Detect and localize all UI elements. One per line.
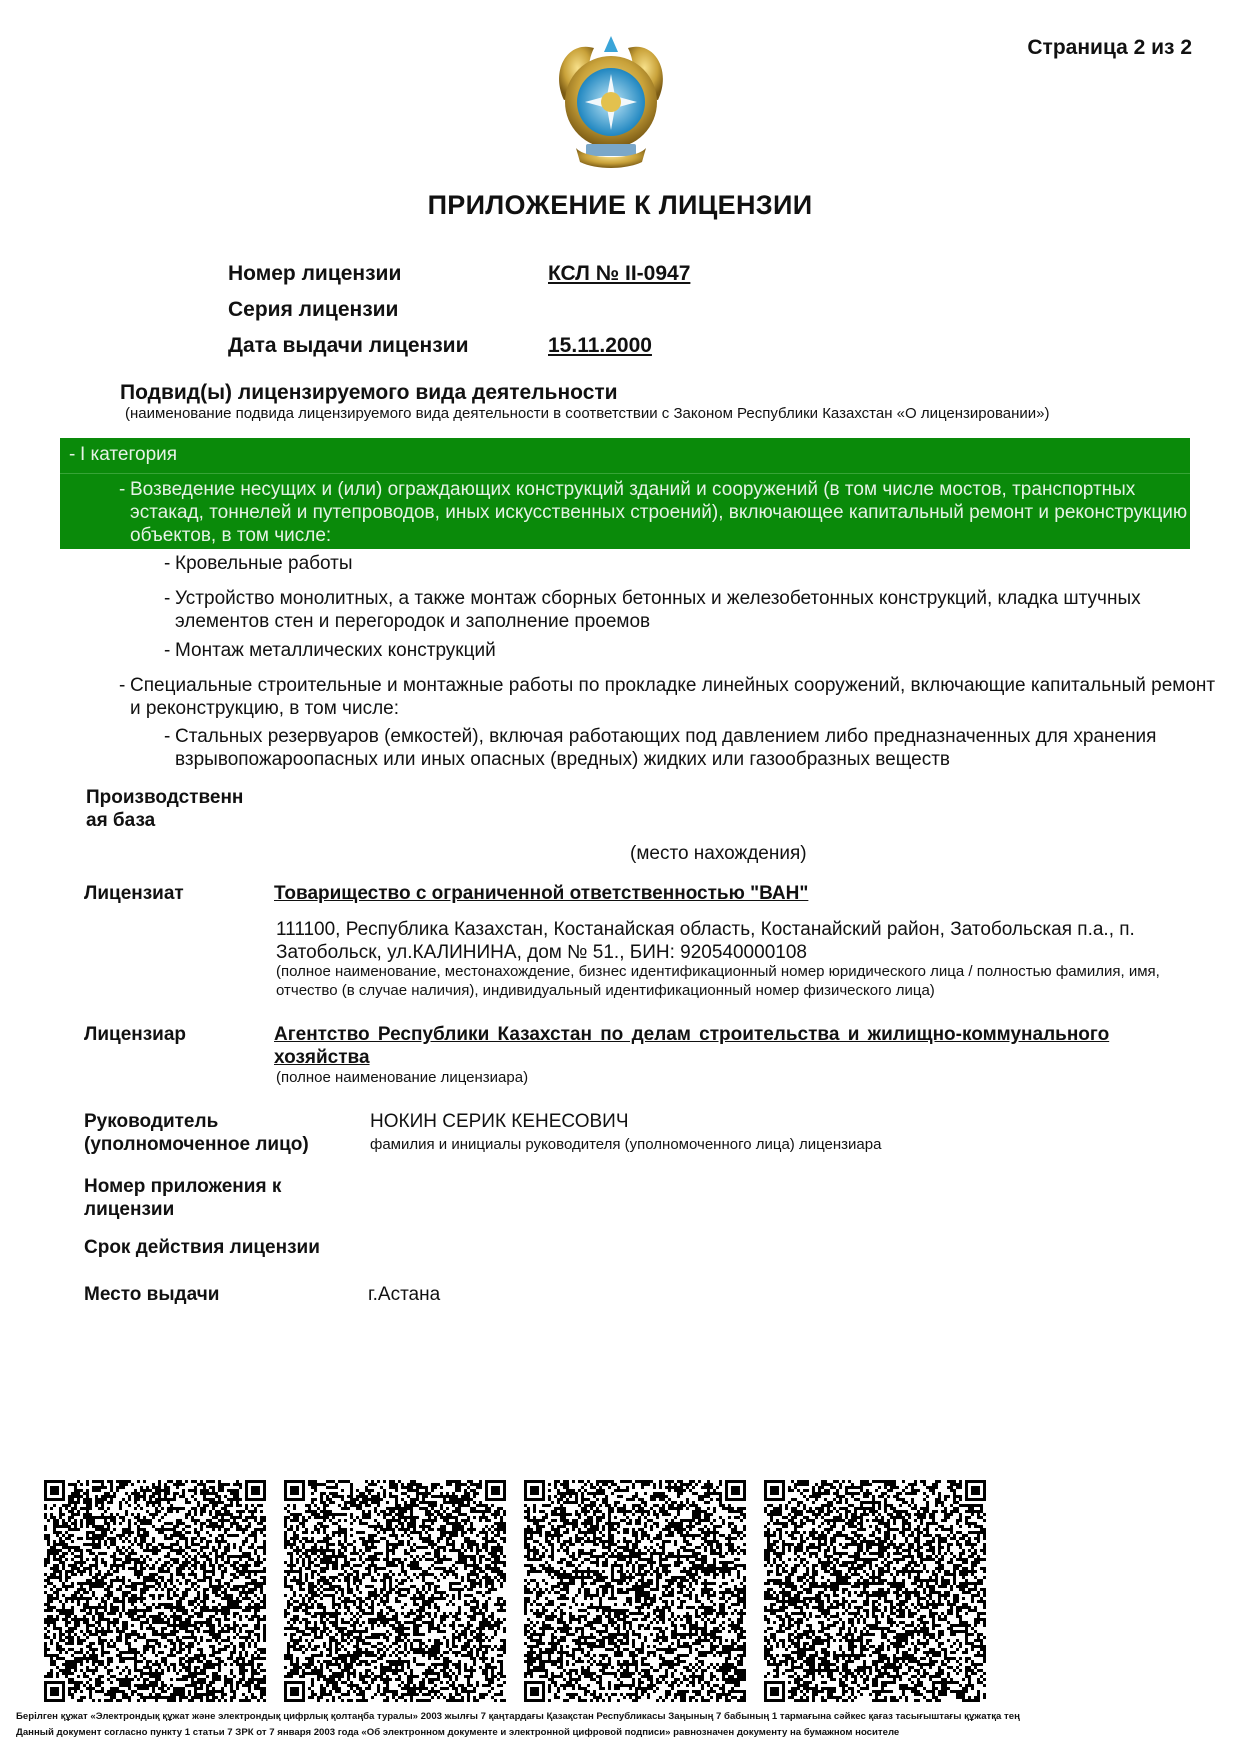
footer-legal-ru: Данный документ согласно пункту 1 статьи 7 ЗРК от 7 января 2003 года «Об электронном документе и электронной цифровой подписи» равнозначен документу на бумажном носителе [16,1727,900,1738]
footer-legal-kz: Берілген құжат «Электрондық құжат және электрондық цифрлық қолтаңба туралы» 2003 жылғы 7 қаңтардағы Қазақстан Республикасы Заңының 7 бабының 1 тармағына сәйкес қағаз тасығыштағы құжатқа тең [16,1711,1020,1722]
list-item: - Стальных резервуаров (емкостей), включая работающих под давлением либо предназначенных для хранения взрывопожароопасных или иных опасных (вредных) жидких или газообразных веществ [164,726,1157,770]
issue-place-label: Место выдачи [84,1284,220,1305]
production-base-label: Производственн ая база [86,787,244,831]
license-number-label: Номер лицензии [228,262,402,285]
list-item: - Устройство монолитных, а также монтаж сборных бетонных и железобетонных конструкций, кладка штучных элементов стен и перегородок и заполнение проемов [164,588,1141,632]
list-item: - Специальные строительные и монтажные работы по прокладке линейных сооружений, включающие капитальный ремонт и реконструкцию, в том числе: [119,675,1216,719]
subtypes-heading: Подвид(ы) лицензируемого вида деятельности [120,381,618,404]
state-emblem-icon [546,30,676,170]
list-item: - Монтаж металлических конструкций [164,640,496,661]
licensee-label: Лицензиат [84,883,184,904]
list-item: - Возведение несущих и (или) ограждающих конструкций зданий и сооружений (в том числе мостов, транспортных эстакад, тоннелей и путепроводов, иных искусственных строений), включающее капитальный ремонт и реконструкцию объектов, в том числе: [119,479,1188,546]
qr-code-icon [524,1480,746,1702]
appendix-number-label: Номер приложения к лицензии [84,1176,282,1220]
production-base-note: (место нахождения) [630,843,807,864]
licensee-note: (полное наименование, местонахождение, бизнес идентификационный номер юридического лица / полностью фамилия, имя, отчество (в случае наличия), индивидуальный идентификационный номер физического лица) [276,963,1160,999]
head-label: Руководитель (уполномоченное лицо) [84,1111,309,1155]
license-number-value: КСЛ № II-0947 [548,262,691,285]
licensor-note: (полное наименование лицензиара) [276,1069,529,1086]
head-note: фамилия и инициалы руководителя (уполномоченного лица) лицензиара [370,1136,882,1153]
category-item: - I категория [69,444,178,465]
subtypes-note: (наименование подвида лицензируемого вида деятельности в соответствии с Законом Республики Казахстан «О лицензировании») [125,405,1050,422]
licensor-label: Лицензиар [84,1024,187,1045]
validity-label: Срок действия лицензии [84,1237,320,1258]
qr-code-icon [44,1480,266,1702]
license-series-label: Серия лицензии [228,298,399,321]
page-indicator: Страница 2 из 2 [1027,36,1192,59]
qr-code-icon [284,1480,506,1702]
document-title: ПРИЛОЖЕНИЕ К ЛИЦЕНЗИИ [427,190,813,220]
license-date-label: Дата выдачи лицензии [228,334,469,357]
licensor-name: Агентство Республики Казахстан по делам строительства и жилищно-коммунального хозяйства [274,1024,1110,1068]
issue-place-value: г.Астана [368,1284,441,1305]
list-item: - Кровельные работы [164,553,353,574]
head-name: НОКИН СЕРИК КЕНЕСОВИЧ [370,1111,629,1132]
licensee-name: Товарищество с ограниченной ответственностью "ВАН" [274,883,809,904]
licensee-address: 111100, Республика Казахстан, Костанайская область, Костанайский район, Затобольская п.а., п. Затобольск, ул.КАЛИНИНА, дом № 51., БИН: 920540000108 [276,919,1135,963]
qr-code-icon [764,1480,986,1702]
license-date-value: 15.11.2000 [548,334,652,357]
